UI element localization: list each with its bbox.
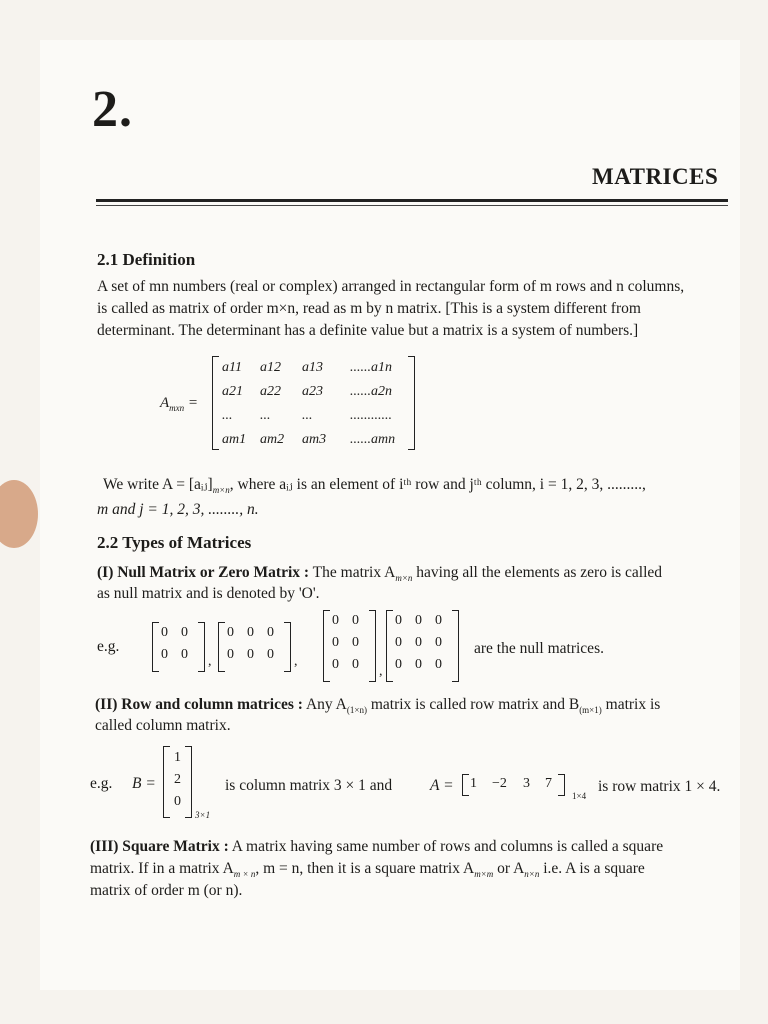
null-matrix-entry: 0	[161, 647, 168, 662]
row-tail: is row matrix 1 × 4.	[598, 778, 721, 795]
section-heading-types: 2.2 Types of Matrices	[97, 533, 252, 552]
null-matrix-comma: ,	[379, 664, 383, 679]
null-matrix-entry: 0	[227, 647, 234, 662]
definition-line-2: is called as matrix of order m×n, read as m by n matrix. [This is a system different from	[97, 300, 641, 317]
col-sub: 3×1	[195, 810, 211, 820]
row-left-bracket	[462, 774, 469, 796]
title-rule	[96, 199, 728, 202]
rowcol-eg: e.g.	[90, 775, 113, 792]
title-rule-thin	[96, 205, 728, 206]
null-matrix-entry: 0	[267, 625, 274, 640]
column-matrix-entry: 1	[174, 750, 181, 765]
null-eg: e.g.	[97, 638, 120, 655]
null-matrix-entry: 0	[332, 635, 339, 650]
matrix-entry: a21	[222, 384, 243, 399]
null-matrix-line-1: (I) Null Matrix or Zero Matrix : The matrix $A_{m\times n}$ having all the elements as zero is called	[97, 564, 663, 584]
null-matrix-entry: 0	[227, 625, 234, 640]
col-right-bracket	[185, 746, 192, 818]
null-matrix-comma: ,	[208, 654, 212, 669]
square-line-1: (III) Square Matrix : A matrix having same number of rows and columns is called a square	[90, 838, 664, 855]
thumb	[0, 480, 38, 548]
matrix-right-bracket	[408, 356, 415, 450]
null-tail: are the null matrices.	[474, 640, 604, 657]
row-col-line-2: called column matrix.	[95, 717, 231, 734]
matrix-entry: ...	[222, 408, 233, 423]
null-matrix-bracket	[452, 610, 459, 682]
matrix-entry: am1	[222, 432, 247, 447]
null-matrix-entry: 0	[352, 657, 359, 672]
row-right-bracket	[558, 774, 565, 796]
col-lhs: B =	[132, 775, 156, 792]
row-matrix-entry: −2	[492, 776, 507, 791]
null-matrix-bracket	[152, 622, 159, 672]
definition-line-1: A set of mn numbers (real or complex) arranged in rectangular form of m rows and n columns,	[97, 278, 685, 295]
null-matrix-entry: 0	[435, 613, 442, 628]
matrix-entry: a22	[260, 384, 281, 399]
matrix-entry: ......a1n	[350, 360, 392, 375]
column-matrix-entry: 0	[174, 794, 181, 809]
chapter-title: MATRICES	[592, 164, 719, 189]
null-matrix-bracket	[198, 622, 205, 672]
matrix-entry: a12	[260, 360, 281, 375]
matrix-left-bracket	[212, 356, 219, 450]
matrix-entry: a11	[222, 360, 242, 375]
null-matrix-bracket	[284, 622, 291, 672]
chapter-number: 2.	[92, 81, 133, 138]
square-line-3: matrix of order m (or n).	[90, 882, 243, 899]
null-matrix-entry: 0	[352, 613, 359, 628]
null-matrix-comma: ,	[294, 654, 298, 669]
null-matrix-entry: 0	[395, 613, 402, 628]
null-matrix-entry: 0	[332, 657, 339, 672]
row-msub: 1×4	[572, 791, 587, 801]
matrix-lhs: $A_{mxn}$ =	[160, 395, 199, 413]
null-matrix-entry: 0	[435, 657, 442, 672]
null-matrix-entry: 0	[395, 635, 402, 650]
null-matrix-bracket	[386, 610, 393, 682]
null-matrix-entry: 0	[161, 625, 168, 640]
matrix-entry: ...	[302, 408, 313, 423]
definition-line-3: determinant. The determinant has a definite value but a matrix is a system of numbers.]	[97, 322, 639, 339]
null-matrix-entry: 0	[181, 647, 188, 662]
matrix-entry: am2	[260, 432, 285, 447]
square-line-2: matrix. If in a matrix $A_{m \times n}$, m = n, then it is a square matrix $A_{m\times m}$ or $A_{n\times n}$ i.e. A is a square	[90, 860, 645, 880]
col-text: is column matrix 3 × 1 and	[225, 777, 393, 794]
null-matrix-bracket	[369, 610, 376, 682]
null-matrix-entry: 0	[247, 647, 254, 662]
null-matrix-bracket	[218, 622, 225, 672]
matrix-entry: am3	[302, 432, 327, 447]
write-line-2: m and j = 1, 2, 3, ........, n.	[97, 501, 259, 518]
matrix-entry: a23	[302, 384, 323, 399]
null-matrix-bracket	[323, 610, 330, 682]
matrix-entry: ............	[350, 408, 392, 423]
matrix-entry: ......a2n	[350, 384, 392, 399]
null-matrix-entry: 0	[415, 657, 422, 672]
null-matrix-entry: 0	[395, 657, 402, 672]
null-matrix-entry: 0	[332, 613, 339, 628]
row-matrix-entry: 3	[523, 776, 530, 791]
row-matrix-entry: 7	[545, 776, 552, 791]
matrix-entry: ......amn	[350, 432, 396, 447]
section-heading-definition: 2.1 Definition	[97, 250, 196, 269]
null-matrix-entry: 0	[247, 625, 254, 640]
null-matrix-entry: 0	[267, 647, 274, 662]
null-matrix-entry: 0	[352, 635, 359, 650]
matrix-entry: a13	[302, 360, 323, 375]
column-matrix-entry: 2	[174, 772, 181, 787]
null-matrix-entry: 0	[415, 613, 422, 628]
matrix-entry: ...	[260, 408, 271, 423]
write-line: We write $A = [aᵢⱼ]_{m\times n}$, where aᵢⱼ is an element of iᵗʰ row and jᵗʰ column, i = 1, 2, 3, .........,	[103, 476, 646, 496]
col-left-bracket	[163, 746, 170, 818]
null-matrix-entry: 0	[435, 635, 442, 650]
row-matrix-entry: 1	[470, 776, 477, 791]
null-matrix-entry: 0	[415, 635, 422, 650]
row-col-line-1: (II) Row and column matrices : Any $A_{(1\times n)}$ matrix is called row matrix and $B_{(m\times 1)}$ matrix is	[95, 696, 661, 716]
row-lhs: A =	[430, 777, 454, 794]
null-matrix-line-2: as null matrix and is denoted by 'O'.	[97, 585, 320, 602]
null-matrix-entry: 0	[181, 625, 188, 640]
